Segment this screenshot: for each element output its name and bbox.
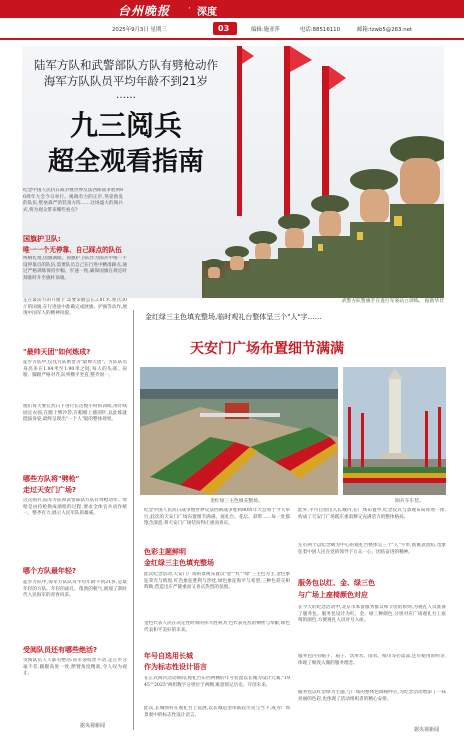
masthead-red-band (0, 0, 464, 18)
left-para-5: 这次阅兵,陆军方队和武警部队方队有劈枪动作。劈枪是由持枪换成端枪的过程,要求全体官兵动作统一、整齐有力,展示人民军队的雄威。 (23, 498, 127, 517)
left-heading-1a: 国旗护卫队: (23, 235, 61, 243)
masthead-date: 2025年9月3日 星期三 (112, 27, 167, 33)
left-lead: 纪念中国人民抗日战争暨世界反法西斯战争胜利80周年大会今日举行。揭晓有力的正步,英姿勃发的队伍,壁垒森严的装备方阵……这场盛大的阅兵式,将为观众带来哪些看点? (23, 188, 123, 213)
right-heading-1b: 金红绿三主色填充整场 (144, 559, 214, 567)
square-photo-svg (140, 367, 338, 495)
masthead-rule (0, 38, 464, 40)
monument-photo-caption: 阅兵车车装。 (395, 499, 424, 504)
masthead-email: 邮箱:tzwb5@263.net (357, 27, 413, 33)
right-para-4: 在正式阅兵活动期间,观礼台东西两侧的年号装置以长城为设计元素,"1945""2025"两组数字分别位于两侧,寓意铭记历史、开创未来。 (144, 676, 290, 688)
right-headline: 天安门广场布置细节满满 (190, 341, 344, 357)
right-para-1: 纪念中国人民抗日战争暨世界反法西斯战争胜利80周年大会将于今天举行,此次的天安门广场布置细节满满。观礼台、花坛、彩带……每一处都饱含深意,将天安门广场装扮得庄重而喜庆。 (144, 508, 290, 527)
page-number: 03 (218, 24, 230, 33)
hero-ellipsis: …… (116, 90, 136, 101)
right-heading-3a: 服务包以红、金、绿三色 (298, 579, 375, 587)
left-para-6: 徒步方队中,海军方队队员平均年龄不到21岁,是最年轻的方队。年轻的面孔、蓬勃的朝气,展现了新时代人民海军的青春风采。 (23, 580, 127, 599)
right-para-9: 服务包内有帽子、扇子、饮用水、雨衣、纸巾等必需品,还有使用说明等,体现了细致入微的服务理念。 (298, 654, 446, 666)
masthead (0, 0, 464, 40)
right-para-3: 金色代表人民在决定性时刻的伟大胜利,红色代表先烈的牺牲与奉献,绿色代表和平美好的未来。 (144, 621, 290, 633)
masthead-logo: 台州晚报 (118, 4, 171, 18)
left-heading-3b: 走过天安门广场? (23, 486, 77, 494)
left-heading-1b: 唯一一个无停靠、自己踩点的队伍 (23, 246, 122, 254)
square-photo (140, 367, 338, 495)
right-heading-2b: 作为标志性设计语言 (144, 663, 207, 671)
left-heading-3a: 哪些方队将"劈枪" (23, 475, 80, 483)
masthead-editor: 编辑:施亚萍 (251, 27, 280, 33)
masthead-phone: 电话:88516110 (300, 27, 341, 33)
left-heading-5: 受阅队员还有哪些绝活? (23, 646, 98, 654)
right-source: 据央视新闻 (414, 727, 440, 733)
left-para-3: 徒步方队中,仪仗方队被誉为"最帅天团"。方队队员身高多在1.84米至1.90米之间,每人的头部、肩膀、脚跟严格对齐,队列横平竖直,整齐划一。 (23, 360, 127, 379)
right-heading-1a: 色彩主题鲜明 (144, 548, 186, 556)
monument-photo-svg (343, 367, 446, 495)
monument-photo (343, 367, 446, 495)
right-para-5: 此次,长城图样在观礼台上延展,以长城造型串联起历史与当下,成为广场景观中的标志性设计语言。 (144, 706, 290, 718)
hero-intro-line2: 海军方队队员平均年龄不到21岁 (43, 74, 209, 88)
hero-caption: 武警方队警旗手在进行军姿站立训练。 据新华社 (341, 299, 444, 304)
right-kicker: 金红绿三主色填充整场,临时观礼台整体呈三个"人"字…… (145, 313, 322, 321)
right-para-6: 此外,平可自由出入长城内,在广场布置中,纪念仪式与景观布局浑然一体,构成了天安门广场既庄重肃穆又充满活力的整体格局。 (298, 508, 446, 520)
hero-intro-line1: 陆军方队和武警部队方队有劈枪动作 (34, 58, 218, 72)
left-para-7: 受阅队员人人都有绝活:站军姿纹丝不动,走正步分毫不差,踢腿高度一致,摆臂角度精准,令人叹为观止。 (23, 658, 127, 677)
right-para-7: 左右两个以纪念碑为中心的观礼台整体呈三个"人"字形,既寓意团结,也象征着中国人民在党的领导下万众一心、团结奋进的精神。 (298, 543, 446, 555)
left-para-1: 鸣响礼炮,国旗满眼。国旗护卫队作为阅兵中唯一不设停靠点的队伍,需要队员自己在行进中精准踩点,通过严格训练保持步幅、步速一致,确保国旗在规定时刻准时升至旗杆顶端。 (23, 256, 127, 281)
right-para-8: 在今天的纪念活动中,北京市本着服务群众和节俭的原则,为观礼人员准备了服务包。服务包设计为红、金、绿三种颜色,分别对应广场观礼台上座椅的颜色,方便观礼人员对号入座。 (298, 605, 446, 624)
right-para-10: 服务包以红金绿为主题,与广场的整体色调相呼应,为纪念活动增添了一抹亮丽的色彩,也体现了活动组织者的精心安排。 (298, 690, 446, 702)
left-heading-2: "最帅天团"如何炼成? (23, 348, 91, 356)
masthead-dot: · (188, 4, 191, 14)
hero-headline-2: 超全观看指南 (47, 147, 204, 177)
left-para-2: 走在最前方的升旗手,需要掌握总长3.81米,重达30斤的国旗,在行进途中准确完成展旗、护旗等动作,展现中国军人的精神风貌。 (23, 298, 127, 317)
right-heading-3b: 与广场上座椅颜色对应 (298, 591, 368, 599)
right-para-2: 此次纪念活动,天安门广场的景观布置以"金""红""绿"三主色为主,金色象征荣光与辉煌,红色象征胜利与热忱,绿色象征和平与希望,三种色彩交相辉映,营造出庄严隆重而又喜庆热烈的氛围。 (144, 572, 290, 591)
hero-headline-1: 九三阅兵 (69, 109, 182, 142)
column-divider (133, 310, 134, 730)
left-source: 据央视新闻 (80, 723, 106, 729)
square-photo-caption: 金红绿三主色填充整场。 (210, 499, 263, 504)
left-heading-4: 哪个方队最年轻? (23, 567, 77, 575)
right-heading-2a: 年号自选用长城 (144, 652, 193, 660)
left-para-4: 他们每天要在烈日下进行长达数小时的训练,用针线固定衣领,在腿上绑沙袋,在帽檐上插别针,以此练就挺拔身姿,最终呈现出"一个人"般的整体效果。 (23, 404, 127, 423)
masthead-section: 深度 (197, 7, 217, 18)
